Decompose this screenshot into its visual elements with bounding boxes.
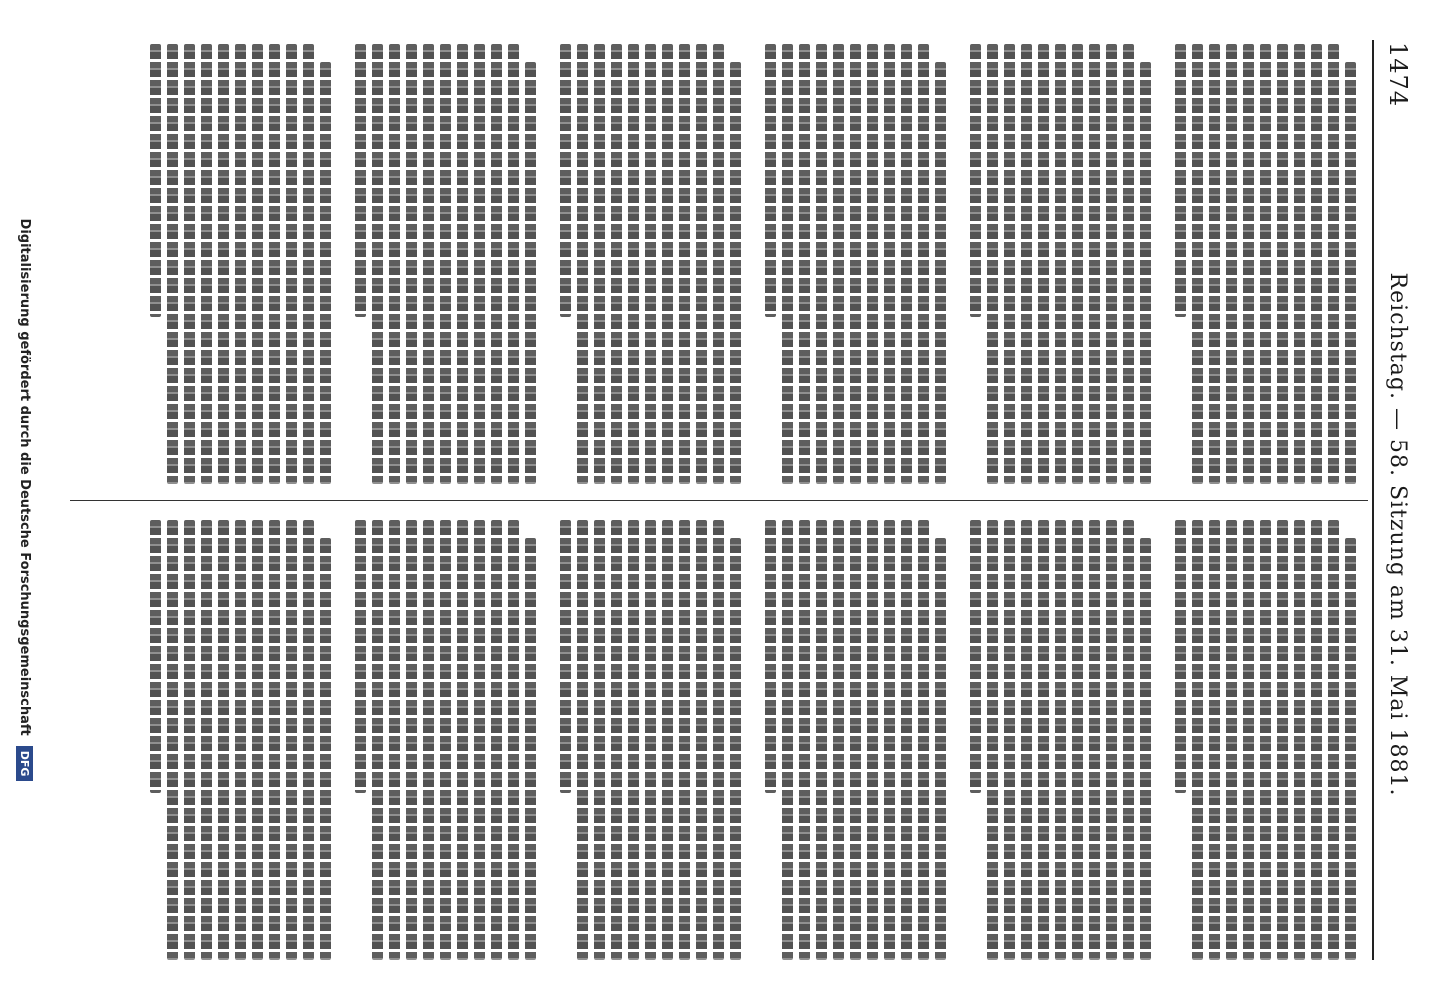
text-line [1021,520,1032,960]
text-line [1072,44,1083,484]
text-line [918,520,929,960]
text-line [150,520,161,793]
text-line [799,520,810,960]
text-line [1106,520,1117,960]
text-line [577,44,588,484]
text-line [1175,520,1186,793]
text-line [867,520,878,960]
text-line [918,44,929,484]
paragraph-gap [747,44,759,484]
text-line [320,62,331,484]
text-line [389,44,400,484]
text-line [713,520,724,960]
text-line [884,520,895,960]
text-line [474,520,485,960]
text-line [1311,44,1322,484]
text-line [269,44,280,484]
text-line [679,44,690,484]
text-line [150,44,161,317]
text-line [491,520,502,960]
digitization-footer [10,0,40,1000]
text-line [1226,520,1237,960]
text-line [1226,44,1237,484]
text-line [1140,62,1151,484]
text-line [816,44,827,484]
text-line [1004,520,1015,960]
text-line [252,520,263,960]
paragraph-gap [747,520,759,960]
text-line [1277,520,1288,960]
text-line [611,520,622,960]
text-line [987,44,998,484]
text-line [440,520,451,960]
text-line [730,62,741,484]
text-line [1089,44,1100,484]
text-line [286,520,297,960]
page-header [1378,42,1418,940]
text-line [713,44,724,484]
text-line [320,538,331,960]
text-line [696,44,707,484]
text-line [1192,44,1203,484]
text-line [1021,44,1032,484]
text-line [474,44,485,484]
text-line [218,520,229,960]
text-line [1123,44,1134,484]
text-line [525,62,536,484]
text-line [833,520,844,960]
text-line [491,44,502,484]
text-line [1328,520,1339,960]
text-line [1055,520,1066,960]
text-line [1311,520,1322,960]
text-line [1209,44,1220,484]
text-line [1277,44,1288,484]
text-line [184,44,195,484]
text-line [1345,62,1356,484]
text-line [1004,44,1015,484]
text-line [235,44,246,484]
text-line [1209,520,1220,960]
text-line [765,44,776,317]
text-line [1260,44,1271,484]
text-line [406,44,417,484]
text-line [1328,44,1339,484]
text-line [662,520,673,960]
text-line [696,520,707,960]
text-line [1243,520,1254,960]
text-line [406,520,417,960]
text-line [372,520,383,960]
text-line [970,520,981,793]
text-line [1192,520,1203,960]
text-line [303,44,314,484]
text-line [508,44,519,484]
paragraph-gap [1157,44,1169,484]
text-line [303,520,314,960]
text-line [1072,520,1083,960]
text-line [594,520,605,960]
text-line [850,520,861,960]
dfg-logo: DFG [17,746,34,782]
text-line [850,44,861,484]
text-line [167,520,178,960]
text-line [201,44,212,484]
text-line [508,520,519,960]
text-line [1345,538,1356,960]
text-line [884,44,895,484]
right-column [80,520,1362,960]
text-line [1294,44,1305,484]
text-line [1260,520,1271,960]
text-line [662,44,673,484]
text-line [218,44,229,484]
paragraph-gap [1157,520,1169,960]
text-line [525,538,536,960]
header-rule [1372,40,1374,960]
text-line [577,520,588,960]
text-line [1140,538,1151,960]
paragraph-gap [952,520,964,960]
text-line [457,44,468,484]
text-line [628,520,639,960]
text-line [423,520,434,960]
text-line [1243,44,1254,484]
column-separator [70,500,1368,501]
text-line [389,520,400,960]
text-line [372,44,383,484]
text-line [1055,44,1066,484]
text-line [1038,520,1049,960]
text-line [901,44,912,484]
page-number: 1474 [1384,42,1412,108]
text-line [1038,44,1049,484]
text-line [1106,44,1117,484]
page-title: Reichstag. — 58. Sitzung am 31. Mai 1881. [1385,272,1411,797]
text-line [286,44,297,484]
text-line [645,520,656,960]
left-column [80,44,1362,484]
text-line [440,44,451,484]
text-line [833,44,844,484]
text-line [867,44,878,484]
text-line [252,44,263,484]
text-line [645,44,656,484]
text-line [423,44,434,484]
text-line [970,44,981,317]
paragraph-gap [542,44,554,484]
text-line [1089,520,1100,960]
text-line [201,520,212,960]
paragraph-gap [337,520,349,960]
paragraph-gap [952,44,964,484]
text-line [730,538,741,960]
text-line [594,44,605,484]
text-line [1175,44,1186,317]
text-line [799,44,810,484]
text-line [935,62,946,484]
text-line [679,520,690,960]
paragraph-gap [542,520,554,960]
text-line [560,520,571,793]
text-line [765,520,776,793]
text-line [167,44,178,484]
text-line [457,520,468,960]
text-line [235,520,246,960]
text-line [987,520,998,960]
text-line [355,44,366,317]
text-line [628,44,639,484]
text-line [1294,520,1305,960]
text-line [355,520,366,793]
text-line [269,520,280,960]
text-line [560,44,571,317]
text-line [901,520,912,960]
text-line [782,44,793,484]
text-line [935,538,946,960]
paragraph-gap [337,44,349,484]
text-line [184,520,195,960]
text-line [611,44,622,484]
text-line [816,520,827,960]
text-line [782,520,793,960]
footer-text: Digitalisierung gefördert durch die Deutsche Forschungsgemeinschaft [17,218,33,736]
text-line [1123,520,1134,960]
